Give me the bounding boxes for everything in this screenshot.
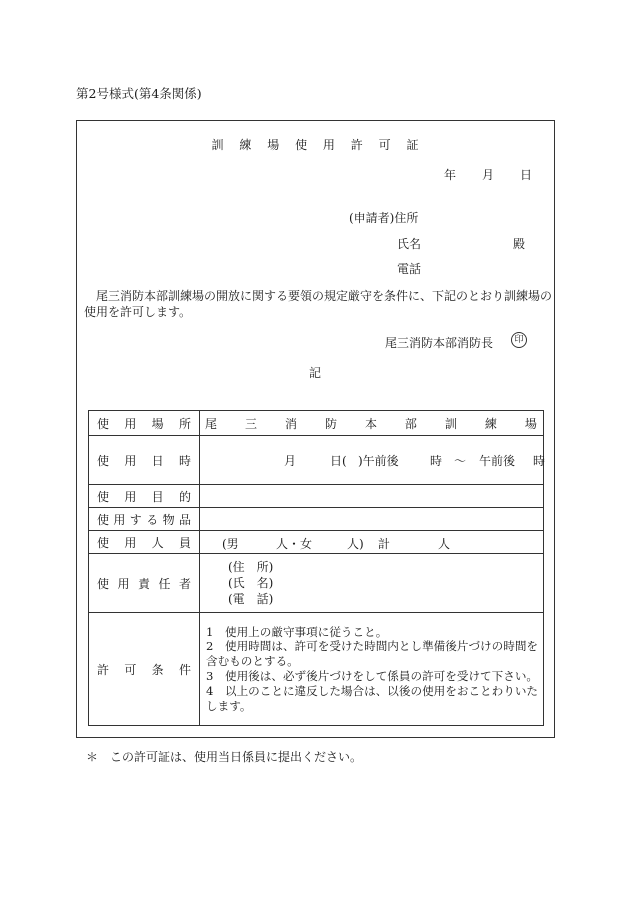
title-char: 場 <box>267 138 280 152</box>
responsible-value[interactable] <box>200 554 544 613</box>
date-label: 使用日時 <box>89 436 200 485</box>
condition-item: 3 使用後は、必ず後片づけをして係員の許可を受けて下さい。 <box>206 669 539 683</box>
title-char: 訓 <box>211 138 224 152</box>
seal-stamp: 印 <box>511 332 527 348</box>
count-unit: 人 <box>438 537 451 551</box>
place-char: 防 <box>324 416 337 431</box>
applicant-address-label: (申請者)住所 <box>349 211 419 225</box>
place-char: 尾 <box>205 416 218 431</box>
resp-name: (氏 名) <box>228 576 274 590</box>
title-char: 用 <box>322 138 335 152</box>
title-char: 練 <box>239 138 252 152</box>
table-row <box>89 436 544 485</box>
place-char: 訓 <box>444 416 457 431</box>
day-label: 日 <box>520 168 533 182</box>
permit-details-table <box>88 410 544 726</box>
form-number-label: 第2号様式(第4条関係) <box>76 86 202 101</box>
responsible-label: 使用責任者 <box>89 554 200 613</box>
ki-heading: 記 <box>309 366 322 380</box>
date-hour-2: 時 <box>533 454 546 468</box>
year-label: 年 <box>444 168 457 182</box>
count-total: 計 <box>378 537 391 551</box>
condition-item: 2 使用時間は、許可を受けた時間内とし準備後片づけの時間を含むものとする。 <box>206 639 539 669</box>
condition-item: 1 使用上の厳守事項に従うこと。 <box>206 624 388 639</box>
count-male: (男 <box>222 537 239 551</box>
permit-body-text: 尾三消防本部訓練場の開放に関する要領の規定厳守を条件に、下記のとおり訓練場の使用を許可します。 <box>84 289 553 319</box>
place-char: 部 <box>404 416 417 431</box>
title-char: 使 <box>295 138 308 152</box>
items-value[interactable] <box>200 508 544 531</box>
date-value[interactable] <box>200 436 544 485</box>
count-value[interactable] <box>200 531 544 554</box>
date-month: 月 <box>284 454 297 468</box>
document-title <box>0 136 630 153</box>
title-char: 証 <box>406 138 419 152</box>
condition-item: 4 以上のことに違反した場合は、以後の使用をおことわりいたします。 <box>206 683 539 713</box>
date-tilde: ～ <box>454 454 467 468</box>
issuer-title: 尾三消防本部消防長 <box>385 336 494 350</box>
applicant-name-label: 氏名 <box>397 237 422 251</box>
title-char: 許 <box>350 138 363 152</box>
applicant-tel-label: 電話 <box>397 262 422 276</box>
date-ampm-1: )午前後 <box>358 454 399 468</box>
count-label: 使用人員 <box>89 531 200 554</box>
count-close: 人) <box>347 537 364 551</box>
place-value <box>200 411 544 436</box>
month-label: 月 <box>482 168 495 182</box>
place-char: 場 <box>524 416 537 431</box>
date-ampm-2: 午前後 <box>479 454 516 468</box>
resp-tel: (電 話) <box>228 592 274 606</box>
table-row <box>89 485 544 508</box>
table-row <box>89 613 544 726</box>
items-label: 使用する物品 <box>89 508 200 531</box>
place-char: 消 <box>284 416 297 431</box>
table-row <box>89 531 544 554</box>
purpose-label: 使用目的 <box>89 485 200 508</box>
place-char: 三 <box>244 416 257 431</box>
resp-address: (住 所) <box>228 560 274 574</box>
footnote: ＊ この許可証は、使用当日係員に提出ください。 <box>86 750 363 764</box>
table-row <box>89 554 544 613</box>
date-hour-1: 時 <box>430 454 443 468</box>
table-row <box>89 411 544 436</box>
issue-date-line <box>444 166 532 183</box>
place-label: 使用場所 <box>89 411 200 436</box>
date-day: 日( <box>330 454 347 468</box>
count-female: 人・女 <box>276 537 313 551</box>
place-char: 本 <box>364 416 377 431</box>
purpose-value[interactable] <box>200 485 544 508</box>
conditions-value <box>200 613 544 726</box>
title-char: 可 <box>378 138 391 152</box>
conditions-label: 許可条件 <box>89 613 200 726</box>
table-row <box>89 508 544 531</box>
honorific-dono: 殿 <box>513 237 526 251</box>
place-char: 練 <box>484 416 497 431</box>
